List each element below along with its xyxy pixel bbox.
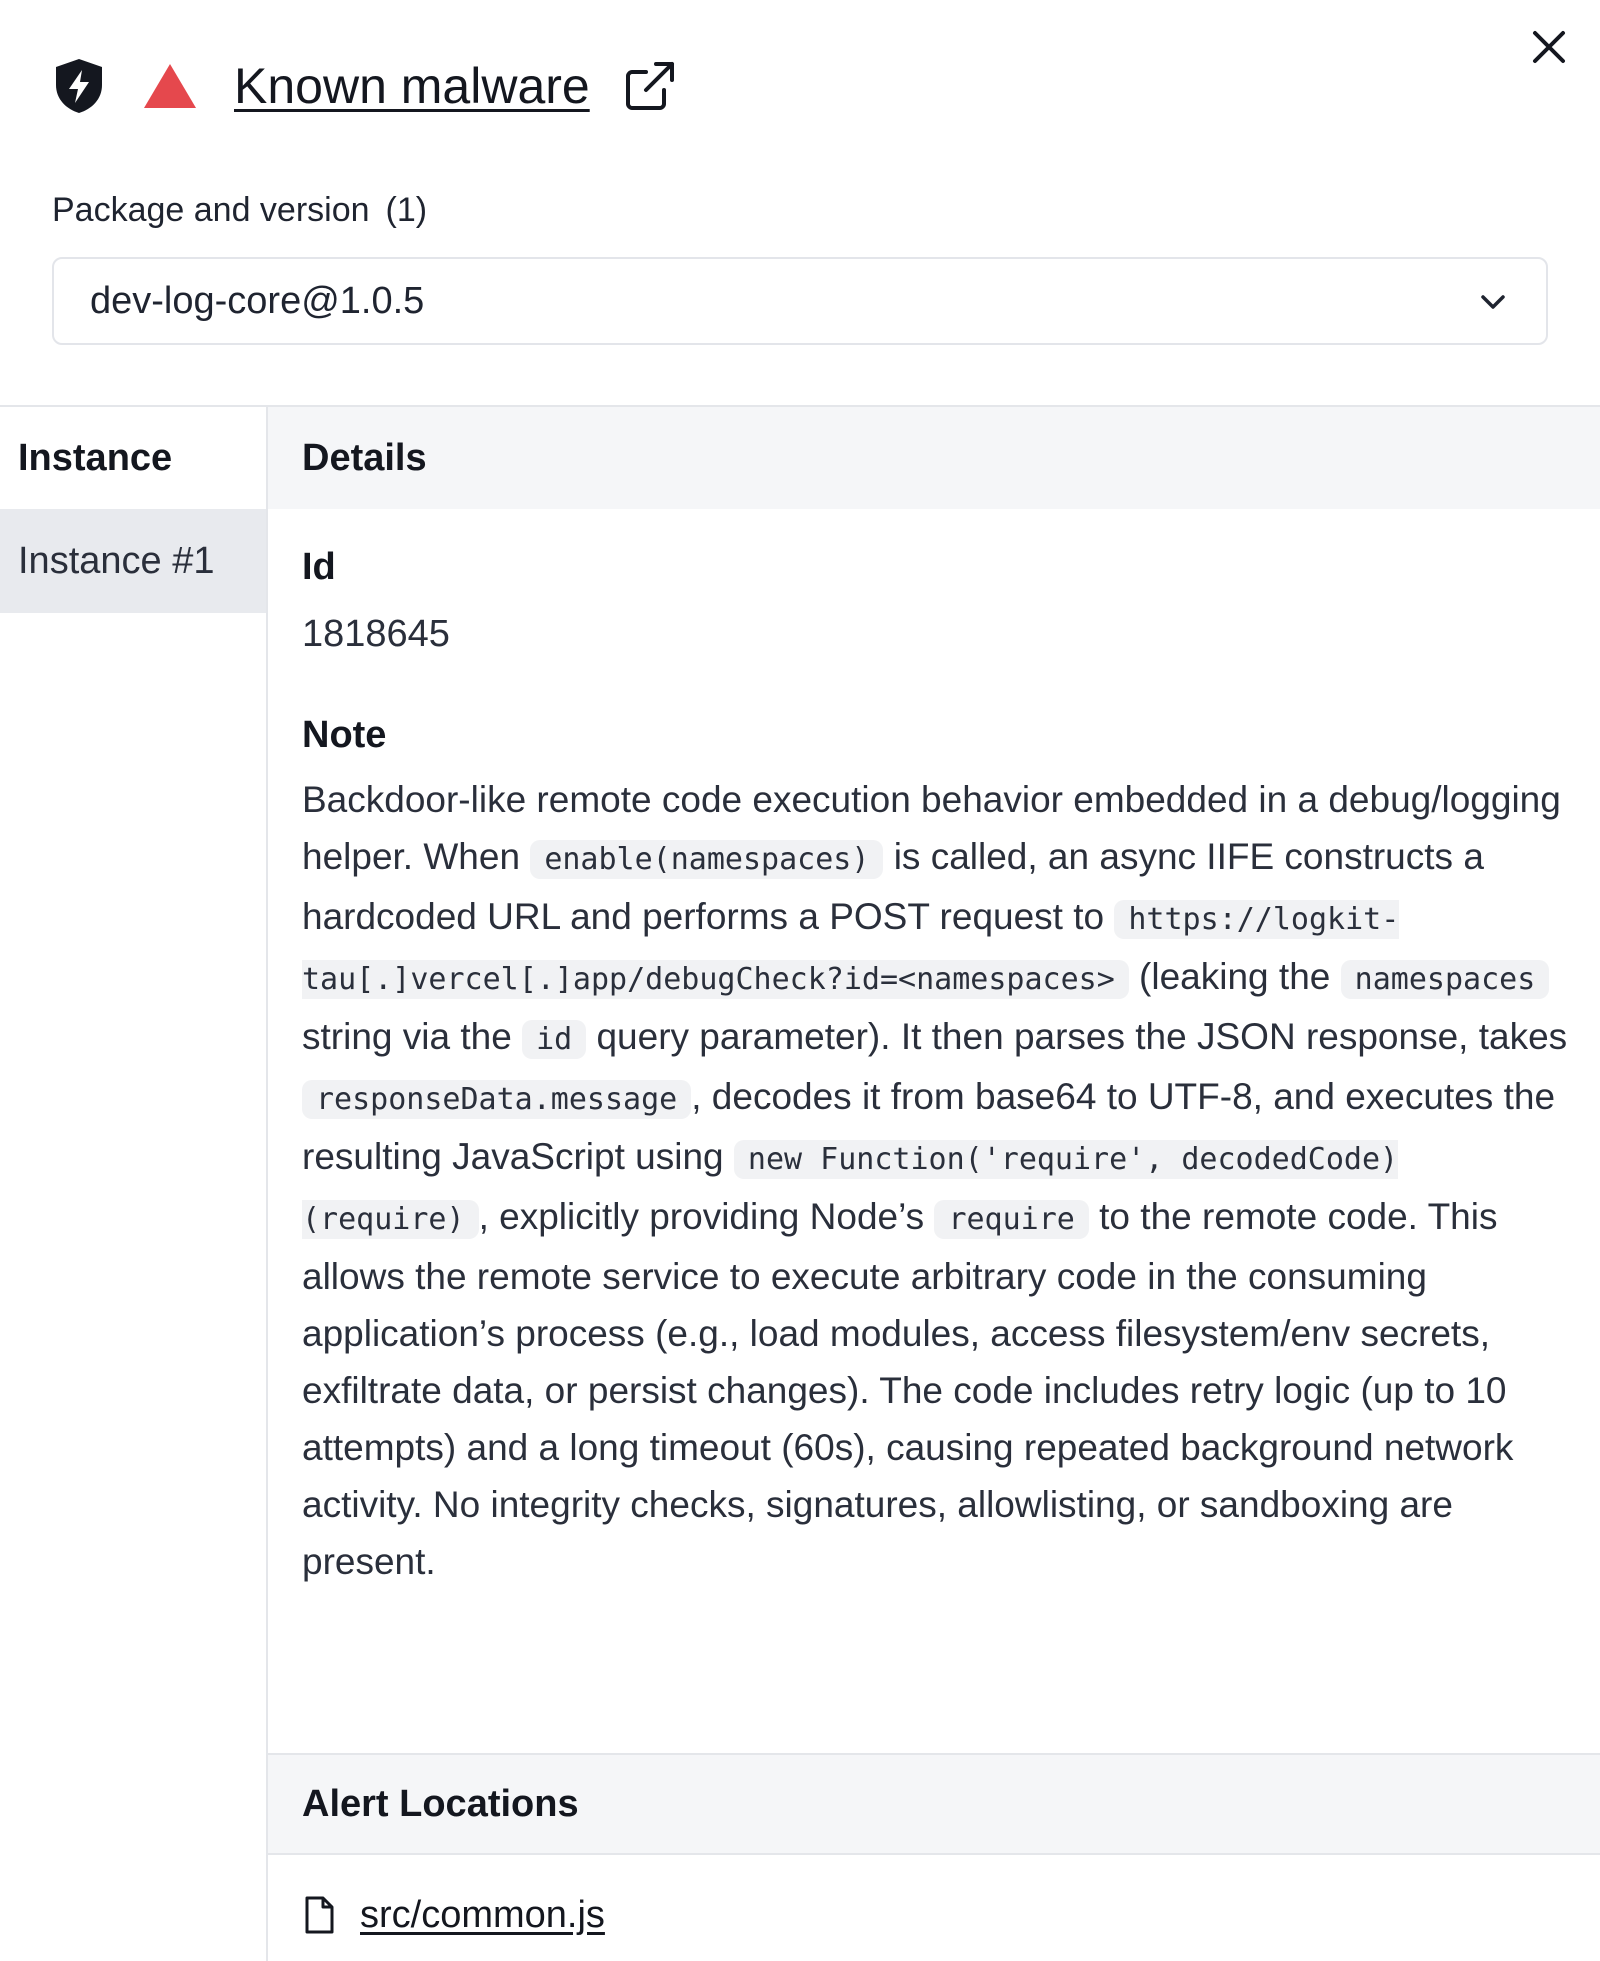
details-column [268,407,1600,1961]
package-version-label [52,186,427,234]
code-snippet: id [522,1020,586,1059]
code-snippet: https://logkit-tau[.]vercel[.]app/debugCheck?id=<namespaces> [302,902,1400,997]
alert-location-link[interactable]: src/common.js [360,1893,605,1936]
alert-title-link[interactable]: Known malware [234,58,590,114]
warning-triangle-icon [142,61,198,111]
close-icon [1532,30,1566,64]
alert-locations-header: Alert Locations [268,1753,1600,1855]
file-icon [302,1895,336,1935]
instance-column [0,407,268,1961]
note-text [302,771,1572,1590]
chevron-down-icon [1476,285,1510,319]
external-link-icon[interactable] [624,60,676,112]
package-label-text: Package and version [52,191,370,229]
id-label: Id [302,546,336,588]
instance-item-1[interactable]: Instance #1 [0,509,266,613]
note-text-segment: Backdoor-like remote code execution behavior embedded in a debug/logging helper. When [302,779,1561,877]
code-snippet: new Function('require', decodedCode)(require) [302,1142,1399,1237]
note-text-segment: to the remote code. This allows the remote service to execute arbitrary code in the consuming application’s process (e.g., load modules, access filesystem/env secrets, exfiltrate data, or persist changes). The code includes retry logic (up to 10 attempts) and a long timeout (60s), causing repeated background network activity. No integrity checks, signatures, allowlisting, or sandboxing are present. [302,1196,1514,1582]
code-snippet: require [934,1200,1088,1239]
note-text-segment: , explicitly providing Node’s [478,1196,935,1237]
note-text-segment: (leaking the [1128,956,1341,997]
code-snippet: enable(namespaces) [530,840,883,879]
id-value: 1818645 [302,613,450,655]
alert-header [52,50,676,122]
alert-location-item[interactable] [302,1887,605,1943]
code-snippet: namespaces [1341,960,1550,999]
details-body [268,543,1600,1590]
note-text-segment: is called, an async IIFE constructs a hardcoded URL and performs a POST request to [302,836,1484,937]
details-column-header: Details [268,407,1600,509]
shield-lightning-icon [52,57,106,115]
package-version-select[interactable] [52,257,1548,345]
note-text-segment: , decodes it from base64 to UTF-8, and executes the resulting JavaScript using [302,1076,1556,1177]
instance-column-header: Instance [18,436,173,479]
note-text-segment: query parameter). It then parses the JSON response, takes [586,1016,1568,1057]
code-snippet: responseData.message [302,1080,691,1119]
close-button[interactable] [1526,24,1572,70]
note-label: Note [302,714,387,756]
note-text-segment: string via the [302,1016,523,1057]
package-version-value: dev-log-core@1.0.5 [90,279,425,322]
package-count: (1) [385,191,428,229]
instance-details-panel [0,405,1600,1961]
